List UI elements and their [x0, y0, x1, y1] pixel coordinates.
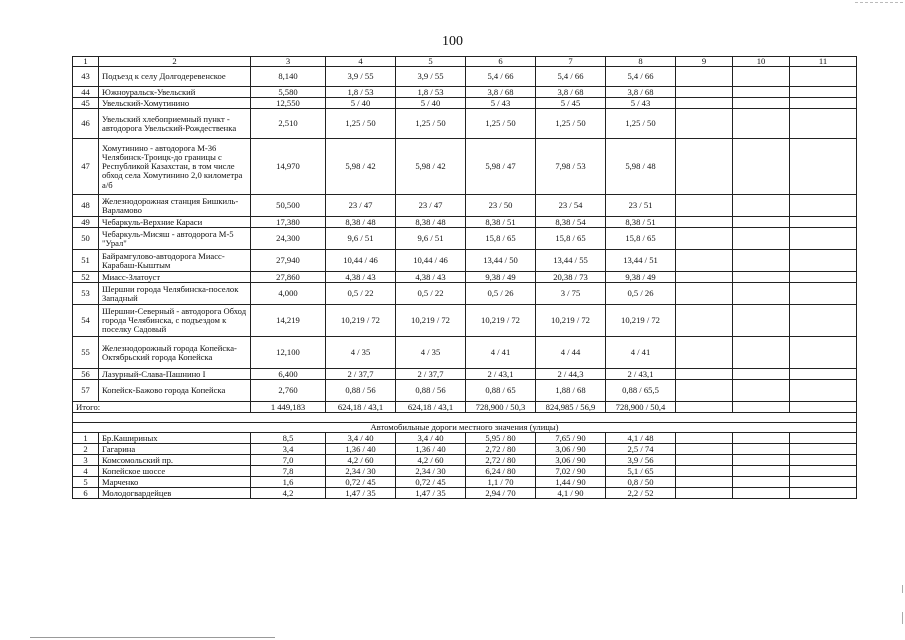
empty-cell — [790, 466, 857, 477]
scan-edge-mark — [902, 585, 903, 593]
empty-cell — [733, 283, 790, 305]
value-cell-4: 10,44 / 46 — [326, 250, 396, 272]
empty-cell — [676, 109, 733, 139]
road-name-cell: Южноуральск-Увельский — [99, 87, 251, 98]
empty-cell — [733, 217, 790, 228]
row-number-cell: 48 — [73, 195, 99, 217]
value-cell-7: 1,25 / 50 — [536, 109, 606, 139]
row-number-cell: 49 — [73, 217, 99, 228]
value-cell-7: 7,02 / 90 — [536, 466, 606, 477]
road-name-cell: Шершни-Северный - автодорога Обход города Челябинска, с подъездом к поселку Садовый — [99, 305, 251, 337]
spacer-row — [73, 413, 857, 423]
value-cell-3: 12,550 — [251, 98, 326, 109]
row-number-cell: 44 — [73, 87, 99, 98]
empty-cell — [676, 369, 733, 380]
value-cell-7: 15,8 / 65 — [536, 228, 606, 250]
empty-cell — [676, 217, 733, 228]
value-cell-6: 5 / 43 — [466, 98, 536, 109]
value-cell-4: 0,5 / 22 — [326, 283, 396, 305]
value-cell-7: 1,44 / 90 — [536, 477, 606, 488]
table-row — [73, 109, 857, 139]
empty-cell — [733, 139, 790, 195]
value-cell-7: 13,44 / 55 — [536, 250, 606, 272]
value-cell-6: 8,38 / 51 — [466, 217, 536, 228]
value-cell-8: 15,8 / 65 — [606, 228, 676, 250]
value-cell-4: 5 / 40 — [326, 98, 396, 109]
value-cell-3: 6,400 — [251, 369, 326, 380]
road-name-cell: Бр.Кашириных — [99, 433, 251, 444]
value-cell-4: 2 / 37,7 — [326, 369, 396, 380]
value-cell-5: 10,219 / 72 — [396, 305, 466, 337]
value-cell-7: 4 / 44 — [536, 337, 606, 369]
empty-cell — [790, 337, 857, 369]
value-cell-4: 3,9 / 55 — [326, 67, 396, 87]
scan-footer-line — [30, 637, 275, 638]
value-cell-3: 4,2 — [251, 488, 326, 499]
value-cell-4: 1,47 / 35 — [326, 488, 396, 499]
value-cell-8: 10,219 / 72 — [606, 305, 676, 337]
value-cell-8: 8,38 / 51 — [606, 217, 676, 228]
total-value-4: 624,18 / 43,1 — [326, 402, 396, 413]
empty-cell — [733, 337, 790, 369]
row-number-cell: 43 — [73, 67, 99, 87]
empty-cell — [676, 98, 733, 109]
value-cell-3: 17,380 — [251, 217, 326, 228]
empty-cell — [790, 217, 857, 228]
total-value-5: 624,18 / 43,1 — [396, 402, 466, 413]
empty-cell — [676, 402, 733, 413]
empty-cell — [733, 444, 790, 455]
value-cell-8: 5,98 / 48 — [606, 139, 676, 195]
value-cell-8: 9,38 / 49 — [606, 272, 676, 283]
empty-cell — [790, 272, 857, 283]
value-cell-3: 3,4 — [251, 444, 326, 455]
value-cell-4: 2,34 / 30 — [326, 466, 396, 477]
value-cell-5: 1,47 / 35 — [396, 488, 466, 499]
empty-cell — [733, 67, 790, 87]
value-cell-4: 0,72 / 45 — [326, 477, 396, 488]
row-number-cell: 46 — [73, 109, 99, 139]
value-cell-7: 1,88 / 68 — [536, 380, 606, 402]
value-cell-5: 2 / 37,7 — [396, 369, 466, 380]
value-cell-7: 4,1 / 90 — [536, 488, 606, 499]
value-cell-8: 13,44 / 51 — [606, 250, 676, 272]
road-name-cell: Увельский хлебоприемный пункт - автодорога Увельский-Рождественка — [99, 109, 251, 139]
value-cell-7: 5,4 / 66 — [536, 67, 606, 87]
total-value-8: 728,900 / 50,4 — [606, 402, 676, 413]
value-cell-3: 2,760 — [251, 380, 326, 402]
road-name-cell: Увельский-Хомутинино — [99, 98, 251, 109]
value-cell-8: 0,5 / 26 — [606, 283, 676, 305]
table-row — [73, 283, 857, 305]
value-cell-3: 1,6 — [251, 477, 326, 488]
row-number-cell: 52 — [73, 272, 99, 283]
table-row — [73, 380, 857, 402]
value-cell-6: 2,94 / 70 — [466, 488, 536, 499]
empty-cell — [790, 433, 857, 444]
local-road-row — [73, 455, 857, 466]
value-cell-5: 2,34 / 30 — [396, 466, 466, 477]
spacer-cell — [73, 413, 857, 423]
value-cell-7: 23 / 54 — [536, 195, 606, 217]
value-cell-5: 9,6 / 51 — [396, 228, 466, 250]
table-body — [73, 57, 857, 499]
section-title-row — [73, 423, 857, 433]
empty-cell — [676, 305, 733, 337]
empty-cell — [790, 402, 857, 413]
road-name-cell: Чебаркуль-Мисяш - автодорога М-5 "Урал" — [99, 228, 251, 250]
value-cell-3: 24,300 — [251, 228, 326, 250]
value-cell-5: 3,4 / 40 — [396, 433, 466, 444]
row-number-cell: 50 — [73, 228, 99, 250]
row-number-cell: 1 — [73, 433, 99, 444]
value-cell-5: 0,72 / 45 — [396, 477, 466, 488]
empty-cell — [676, 139, 733, 195]
empty-cell — [733, 305, 790, 337]
row-number-cell: 57 — [73, 380, 99, 402]
value-cell-8: 4 / 41 — [606, 337, 676, 369]
empty-cell — [733, 433, 790, 444]
column-number-11: 11 — [790, 57, 857, 67]
value-cell-8: 0,8 / 50 — [606, 477, 676, 488]
value-cell-7: 2 / 44,3 — [536, 369, 606, 380]
value-cell-5: 0,5 / 22 — [396, 283, 466, 305]
empty-cell — [676, 195, 733, 217]
value-cell-4: 4 / 35 — [326, 337, 396, 369]
empty-cell — [733, 380, 790, 402]
empty-cell — [733, 228, 790, 250]
empty-cell — [733, 87, 790, 98]
scan-edge-mark — [855, 2, 903, 3]
empty-cell — [733, 98, 790, 109]
value-cell-6: 15,8 / 65 — [466, 228, 536, 250]
local-road-row — [73, 477, 857, 488]
row-number-cell: 2 — [73, 444, 99, 455]
value-cell-3: 14,970 — [251, 139, 326, 195]
page-number: 100 — [442, 34, 463, 49]
value-cell-7: 8,38 / 54 — [536, 217, 606, 228]
value-cell-5: 1,36 / 40 — [396, 444, 466, 455]
empty-cell — [676, 337, 733, 369]
road-name-cell: Копейское шоссе — [99, 466, 251, 477]
value-cell-6: 1,1 / 70 — [466, 477, 536, 488]
value-cell-7: 3,06 / 90 — [536, 455, 606, 466]
value-cell-3: 8,140 — [251, 67, 326, 87]
value-cell-3: 4,000 — [251, 283, 326, 305]
value-cell-8: 5 / 43 — [606, 98, 676, 109]
value-cell-4: 3,4 / 40 — [326, 433, 396, 444]
value-cell-3: 7,8 — [251, 466, 326, 477]
empty-cell — [676, 67, 733, 87]
column-number-row — [73, 57, 857, 67]
empty-cell — [790, 195, 857, 217]
table-row — [73, 98, 857, 109]
value-cell-6: 13,44 / 50 — [466, 250, 536, 272]
column-number-10: 10 — [733, 57, 790, 67]
empty-cell — [733, 488, 790, 499]
value-cell-3: 2,510 — [251, 109, 326, 139]
empty-cell — [676, 455, 733, 466]
local-road-row — [73, 466, 857, 477]
column-number-3: 3 — [251, 57, 326, 67]
empty-cell — [790, 369, 857, 380]
value-cell-8: 3,9 / 56 — [606, 455, 676, 466]
empty-cell — [676, 488, 733, 499]
row-number-cell: 56 — [73, 369, 99, 380]
empty-cell — [676, 466, 733, 477]
column-number-5: 5 — [396, 57, 466, 67]
value-cell-3: 5,580 — [251, 87, 326, 98]
empty-cell — [676, 477, 733, 488]
value-cell-6: 5,98 / 47 — [466, 139, 536, 195]
value-cell-5: 23 / 47 — [396, 195, 466, 217]
empty-cell — [790, 305, 857, 337]
row-number-cell: 5 — [73, 477, 99, 488]
value-cell-6: 4 / 41 — [466, 337, 536, 369]
row-number-cell: 51 — [73, 250, 99, 272]
value-cell-4: 1,8 / 53 — [326, 87, 396, 98]
road-name-cell: Гагарина — [99, 444, 251, 455]
local-road-row — [73, 488, 857, 499]
value-cell-8: 2 / 43,1 — [606, 369, 676, 380]
row-number-cell: 53 — [73, 283, 99, 305]
row-number-cell: 45 — [73, 98, 99, 109]
value-cell-6: 2,72 / 80 — [466, 444, 536, 455]
table-row — [73, 337, 857, 369]
road-name-cell: Хомутинино - автодорога М-36 Челябинск-Троицк-до границы с Республикой Казахстан, в том числе обход села Хомутинино 2,0 километра а/б — [99, 139, 251, 195]
road-name-cell: Комсомольский пр. — [99, 455, 251, 466]
empty-cell — [733, 402, 790, 413]
value-cell-4: 10,219 / 72 — [326, 305, 396, 337]
value-cell-4: 8,38 / 48 — [326, 217, 396, 228]
empty-cell — [676, 87, 733, 98]
table-row — [73, 369, 857, 380]
value-cell-7: 7,65 / 90 — [536, 433, 606, 444]
table-row — [73, 67, 857, 87]
row-number-cell: 47 — [73, 139, 99, 195]
row-number-cell: 6 — [73, 488, 99, 499]
value-cell-5: 1,25 / 50 — [396, 109, 466, 139]
value-cell-5: 4,38 / 43 — [396, 272, 466, 283]
road-name-cell: Железнодорожная станция Бишкиль-Варламово — [99, 195, 251, 217]
value-cell-4: 1,25 / 50 — [326, 109, 396, 139]
empty-cell — [790, 477, 857, 488]
value-cell-8: 4,1 / 48 — [606, 433, 676, 444]
total-label: Итого: — [73, 402, 251, 413]
empty-cell — [790, 67, 857, 87]
value-cell-3: 50,500 — [251, 195, 326, 217]
road-name-cell: Железнодорожный города Копейска-Октябрьский города Копейска — [99, 337, 251, 369]
empty-cell — [676, 250, 733, 272]
table-row — [73, 305, 857, 337]
empty-cell — [790, 250, 857, 272]
empty-cell — [790, 228, 857, 250]
value-cell-6: 10,219 / 72 — [466, 305, 536, 337]
empty-cell — [790, 98, 857, 109]
value-cell-4: 1,36 / 40 — [326, 444, 396, 455]
scan-edge-mark — [902, 612, 903, 624]
empty-cell — [733, 369, 790, 380]
value-cell-4: 23 / 47 — [326, 195, 396, 217]
value-cell-5: 5,98 / 42 — [396, 139, 466, 195]
local-road-row — [73, 444, 857, 455]
table-row — [73, 195, 857, 217]
value-cell-5: 0,88 / 56 — [396, 380, 466, 402]
value-cell-5: 1,8 / 53 — [396, 87, 466, 98]
table-row — [73, 217, 857, 228]
value-cell-6: 1,25 / 50 — [466, 109, 536, 139]
value-cell-7: 5 / 45 — [536, 98, 606, 109]
value-cell-5: 10,44 / 46 — [396, 250, 466, 272]
empty-cell — [676, 380, 733, 402]
row-number-cell: 55 — [73, 337, 99, 369]
value-cell-8: 1,25 / 50 — [606, 109, 676, 139]
value-cell-7: 7,98 / 53 — [536, 139, 606, 195]
road-name-cell: Чебаркуль-Верхние Караси — [99, 217, 251, 228]
row-number-cell: 4 — [73, 466, 99, 477]
value-cell-7: 3 / 75 — [536, 283, 606, 305]
value-cell-3: 27,940 — [251, 250, 326, 272]
column-number-6: 6 — [466, 57, 536, 67]
empty-cell — [676, 444, 733, 455]
value-cell-6: 2 / 43,1 — [466, 369, 536, 380]
value-cell-6: 3,8 / 68 — [466, 87, 536, 98]
value-cell-7: 20,38 / 73 — [536, 272, 606, 283]
road-name-cell: Миасс-Златоуст — [99, 272, 251, 283]
empty-cell — [790, 283, 857, 305]
value-cell-3: 8,5 — [251, 433, 326, 444]
empty-cell — [676, 433, 733, 444]
empty-cell — [790, 380, 857, 402]
value-cell-3: 14,219 — [251, 305, 326, 337]
empty-cell — [790, 109, 857, 139]
value-cell-6: 23 / 50 — [466, 195, 536, 217]
value-cell-6: 5,95 / 80 — [466, 433, 536, 444]
empty-cell — [733, 195, 790, 217]
value-cell-8: 2,5 / 74 — [606, 444, 676, 455]
empty-cell — [790, 87, 857, 98]
value-cell-8: 23 / 51 — [606, 195, 676, 217]
road-name-cell: Байрамгулово-автодорога Миасс-Карабаш-Кыштым — [99, 250, 251, 272]
section-title: Автомобильные дороги местного значения (улицы) — [73, 423, 857, 433]
value-cell-7: 3,06 / 90 — [536, 444, 606, 455]
value-cell-3: 27,860 — [251, 272, 326, 283]
local-road-row — [73, 433, 857, 444]
value-cell-6: 0,5 / 26 — [466, 283, 536, 305]
empty-cell — [676, 272, 733, 283]
value-cell-5: 4 / 35 — [396, 337, 466, 369]
value-cell-5: 3,9 / 55 — [396, 67, 466, 87]
empty-cell — [676, 283, 733, 305]
empty-cell — [733, 466, 790, 477]
table-row — [73, 272, 857, 283]
value-cell-6: 0,88 / 65 — [466, 380, 536, 402]
value-cell-4: 4,2 / 60 — [326, 455, 396, 466]
value-cell-4: 0,88 / 56 — [326, 380, 396, 402]
column-number-1: 1 — [73, 57, 99, 67]
total-value-6: 728,900 / 50,3 — [466, 402, 536, 413]
value-cell-8: 0,88 / 65,5 — [606, 380, 676, 402]
empty-cell — [790, 455, 857, 466]
value-cell-7: 10,219 / 72 — [536, 305, 606, 337]
empty-cell — [733, 250, 790, 272]
value-cell-6: 9,38 / 49 — [466, 272, 536, 283]
road-name-cell: Подъезд к селу Долгодеревенское — [99, 67, 251, 87]
empty-cell — [790, 444, 857, 455]
table-row — [73, 87, 857, 98]
row-number-cell: 54 — [73, 305, 99, 337]
value-cell-8: 5,4 / 66 — [606, 67, 676, 87]
value-cell-5: 4,2 / 60 — [396, 455, 466, 466]
empty-cell — [733, 477, 790, 488]
road-name-cell: Марченко — [99, 477, 251, 488]
value-cell-8: 2,2 / 52 — [606, 488, 676, 499]
table-row — [73, 228, 857, 250]
road-name-cell: Лазурный-Слава-Пашнино I — [99, 369, 251, 380]
value-cell-4: 9,6 / 51 — [326, 228, 396, 250]
road-name-cell: Молодогвардейцев — [99, 488, 251, 499]
column-number-7: 7 — [536, 57, 606, 67]
value-cell-6: 5,4 / 66 — [466, 67, 536, 87]
row-number-cell: 3 — [73, 455, 99, 466]
value-cell-8: 5,1 / 65 — [606, 466, 676, 477]
roads-table — [72, 56, 857, 499]
total-value-7: 824,985 / 56,9 — [536, 402, 606, 413]
value-cell-8: 3,8 / 68 — [606, 87, 676, 98]
value-cell-3: 12,100 — [251, 337, 326, 369]
value-cell-5: 8,38 / 48 — [396, 217, 466, 228]
value-cell-7: 3,8 / 68 — [536, 87, 606, 98]
value-cell-4: 5,98 / 42 — [326, 139, 396, 195]
column-number-8: 8 — [606, 57, 676, 67]
value-cell-6: 2,72 / 80 — [466, 455, 536, 466]
empty-cell — [733, 455, 790, 466]
total-value-3: 1 449,183 — [251, 402, 326, 413]
road-name-cell: Шершни города Челябинска-поселок Западный — [99, 283, 251, 305]
table-row — [73, 139, 857, 195]
table-row — [73, 250, 857, 272]
value-cell-4: 4,38 / 43 — [326, 272, 396, 283]
value-cell-5: 5 / 40 — [396, 98, 466, 109]
empty-cell — [733, 272, 790, 283]
value-cell-6: 6,24 / 80 — [466, 466, 536, 477]
empty-cell — [676, 228, 733, 250]
road-name-cell: Копейск-Бажово города Копейска — [99, 380, 251, 402]
empty-cell — [733, 109, 790, 139]
empty-cell — [790, 139, 857, 195]
value-cell-3: 7,0 — [251, 455, 326, 466]
total-row — [73, 402, 857, 413]
column-number-2: 2 — [99, 57, 251, 67]
column-number-4: 4 — [326, 57, 396, 67]
empty-cell — [790, 488, 857, 499]
column-number-9: 9 — [676, 57, 733, 67]
